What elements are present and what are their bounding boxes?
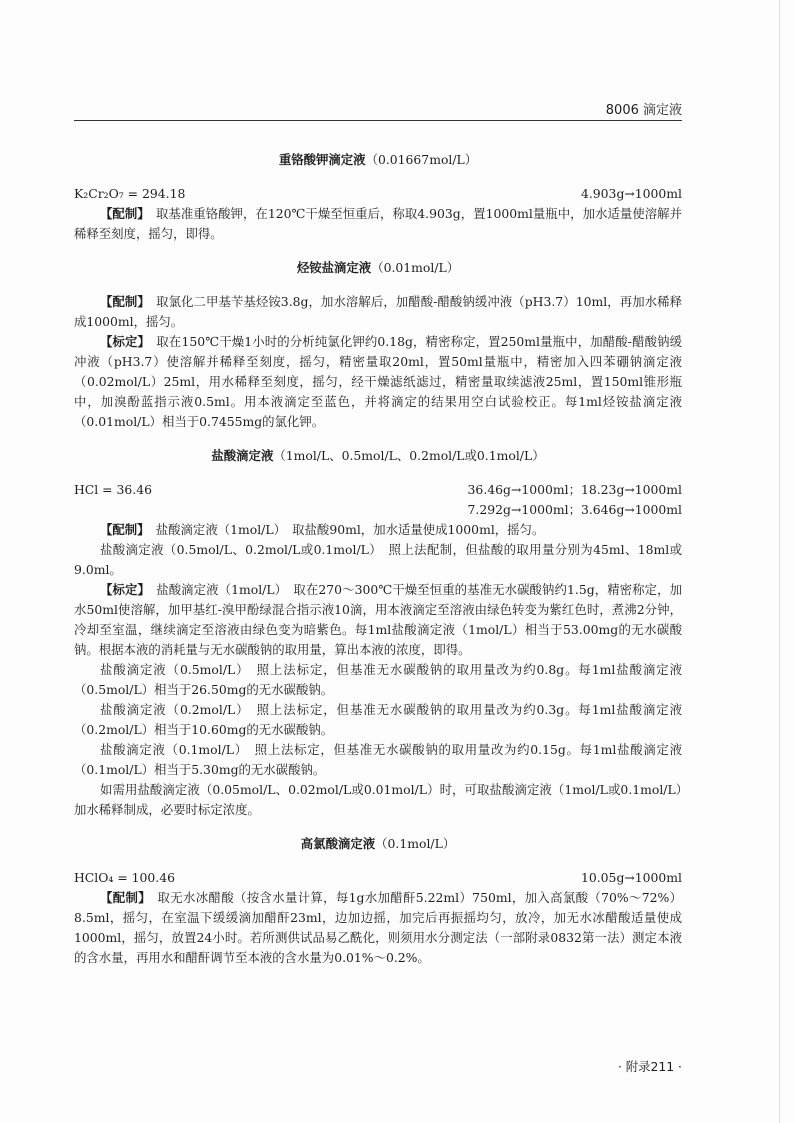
section-title — [74, 446, 682, 466]
page-edge — [779, 0, 780, 1123]
paragraph: 如需用盐酸滴定液（0.05mol/L、0.02mol/L或0.01mol/L）时，可取盐酸滴定液（1mol/L或0.1mol/L）加水稀释制成，必要时标定浓度。 — [74, 782, 682, 817]
formula-right: 36.46g→1000ml；18.23g→1000ml — [467, 482, 682, 497]
paragraph-text: 盐酸滴定液（1mol/L） 取在270～300℃干燥至恒重的基准无水碳酸钠约1.5g，精密称定，加水50ml使溶解，加甲基红-溴甲酚绿混合指示液10滴，用本液滴定至溶液由绿色转变为紫红色时，煮沸2分钟，冷却至室温，继续滴定至溶液由绿色变为暗紫色。每1ml盐酸滴定液（1mol/L）相当于53.00mg的无水碳酸钠。根据本液的消耗量与无水碳酸钠的取用量，算出本液的浓度，即得。 — [74, 582, 682, 657]
section-tag: 【标定】 — [100, 334, 144, 349]
formula-right: 7.292g→1000ml；3.646g→1000ml — [467, 502, 682, 517]
formula-right: 4.903g→1000ml — [580, 186, 682, 201]
paragraph — [74, 520, 682, 540]
section-title — [74, 150, 682, 170]
section-tag: 【标定】 — [100, 582, 144, 597]
section-title-name: 盐酸滴定液 — [211, 448, 274, 463]
section-title-conc: （1mol/L、0.5mol/L、0.2mol/L或0.1mol/L） — [273, 448, 545, 463]
paragraph: 盐酸滴定液（0.2mol/L） 照上法标定，但基准无水碳酸钠的取用量改为约0.3g。每1ml盐酸滴定液（0.2mol/L）相当于10.60mg的无水碳酸钠。 — [74, 702, 682, 737]
formula-left: HCl = 36.46 — [74, 482, 152, 497]
section-tag: 【配制】 — [100, 206, 144, 221]
paragraph: 盐酸滴定液（0.1mol/L） 照上法标定，但基准无水碳酸钠的取用量改为约0.15g。每1ml盐酸滴定液（0.1mol/L）相当于5.30mg的无水碳酸钠。 — [74, 742, 682, 777]
section-title-name: 烃铵盐滴定液 — [296, 260, 372, 275]
section-title-conc: （0.01mol/L） — [371, 260, 460, 275]
section-title-name: 重铬酸钾滴定液 — [278, 152, 366, 167]
page-content — [74, 150, 682, 968]
section-title — [74, 834, 682, 854]
section-title — [74, 258, 682, 278]
formula-left: HClO₄ = 100.46 — [74, 870, 175, 885]
paragraph-text: 盐酸滴定液（1mol/L） 取盐酸90ml，加水适量使成1000ml，摇匀。 — [155, 522, 545, 537]
formula-line — [74, 868, 682, 888]
formula-line — [74, 500, 682, 520]
paragraph: 盐酸滴定液（0.5mol/L） 照上法标定，但基准无水碳酸钠的取用量改为约0.8g。每1ml盐酸滴定液（0.5mol/L）相当于26.50mg的无水碳酸钠。 — [74, 662, 682, 697]
section-title-name: 高氯酸滴定液 — [300, 836, 376, 851]
paragraph: 盐酸滴定液（0.5mol/L、0.2mol/L或0.1mol/L） 照上法配制，但盐酸的取用量分别为45ml、18ml或9.0ml。 — [74, 542, 682, 577]
section-tag: 【配制】 — [100, 522, 144, 537]
section-tag: 【配制】 — [100, 890, 145, 905]
paragraph — [74, 580, 682, 660]
paragraph — [74, 292, 682, 332]
section-title-conc: （0.01667mol/L） — [365, 152, 478, 167]
page-number: · 附录211 · — [617, 1059, 682, 1074]
section-tag: 【配制】 — [100, 294, 144, 309]
paragraph — [74, 204, 682, 244]
formula-right: 10.05g→1000ml — [580, 870, 682, 885]
paragraph-text: 取无水冰醋酸（按含水量计算，每1g水加醋酐5.22ml）750ml，加入高氯酸（70%～72%）8.5ml，摇匀，在室温下缓缓滴加醋酐23ml，边加边摇，加完后再振摇均匀，放冷，加无水冰醋酸适量使成1000ml，摇匀，放置24小时。若所测供试品易乙酰化，则须用水分测定法（一部附录0832第一法）测定本液的含水量，再用水和醋酐调节至本液的含水量为0.01%～0.2%。 — [74, 890, 683, 965]
paragraph-text: 取在150℃干燥1小时的分析纯氯化钾约0.18g，精密称定，置250ml量瓶中，加醋酸-醋酸钠缓冲液（pH3.7）使溶解并稀释至刻度，摇匀，精密量取20ml，置50ml量瓶中，精密加入四苯硼钠滴定液（0.02mol/L）25ml，用水稀释至刻度，摇匀，经干燥滤纸滤过，精密量取续滤液25ml，置150ml锥形瓶中，加溴酚蓝指示液0.5ml。用本液滴定至蓝色，并将滴定的结果用空白试验校正。每1ml烃铵盐滴定液（0.01mol/L）相当于0.7455mg的氯化钾。 — [74, 334, 683, 429]
paragraph-text: 取基准重铬酸钾，在120℃干燥至恒重后，称取4.903g，置1000ml量瓶中，加水适量使溶解并稀释至刻度，摇匀，即得。 — [74, 206, 682, 241]
section-title-conc: （0.1mol/L） — [375, 836, 456, 851]
formula-line — [74, 480, 682, 500]
paragraph — [74, 888, 682, 968]
header-rule — [74, 120, 682, 121]
running-header: 8006 滴定液 — [605, 103, 682, 118]
formula-left: K₂Cr₂O₇ = 294.18 — [74, 186, 186, 201]
paragraph — [74, 332, 682, 432]
formula-line — [74, 184, 682, 204]
paragraph-text: 取氯化二甲基苄基烃铵3.8g，加水溶解后，加醋酸-醋酸钠缓冲液（pH3.7）10ml，再加水稀释成1000ml，摇匀。 — [74, 294, 682, 329]
